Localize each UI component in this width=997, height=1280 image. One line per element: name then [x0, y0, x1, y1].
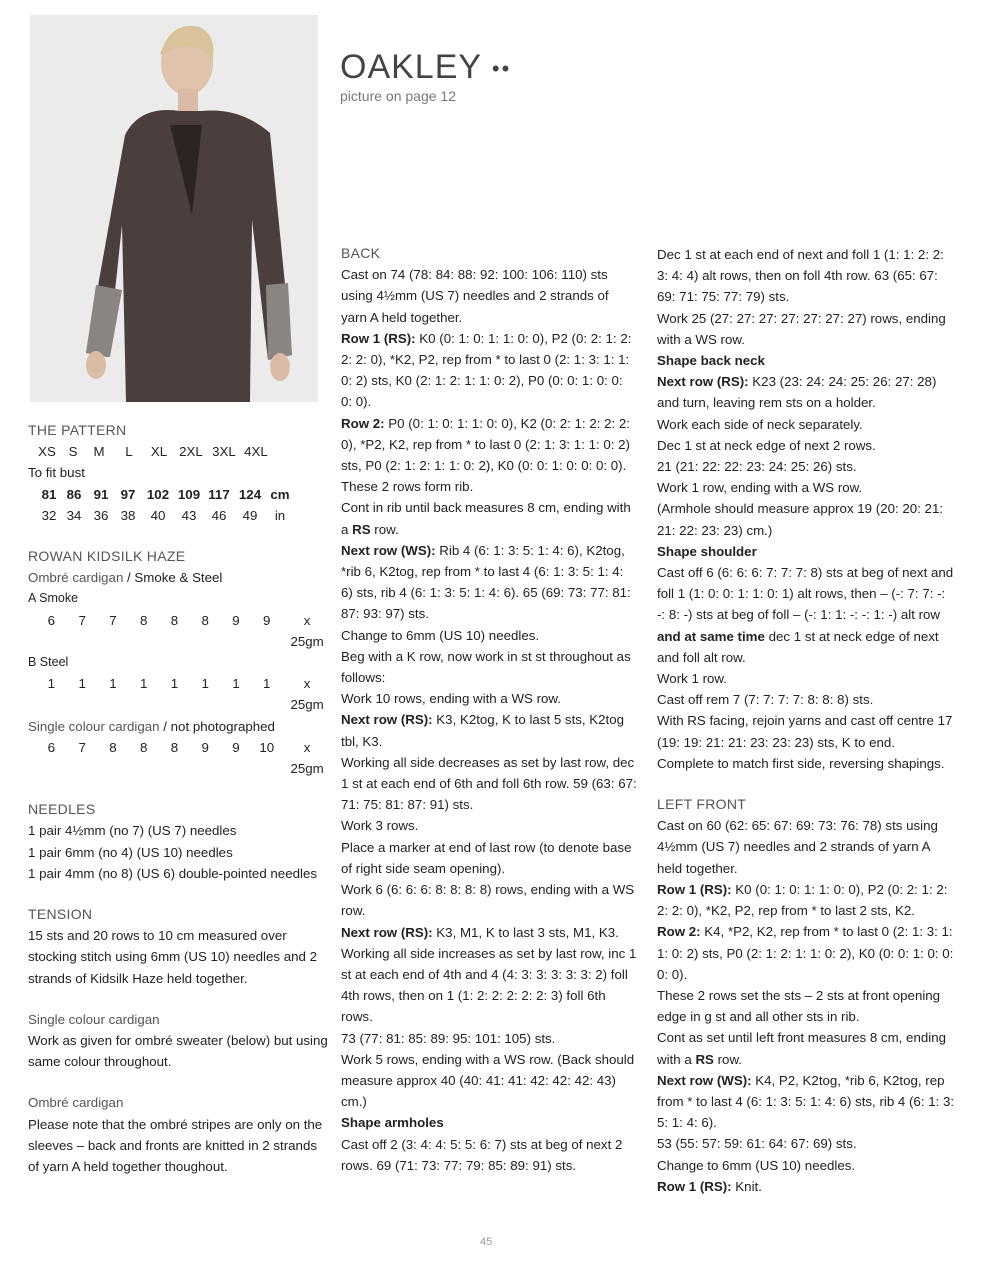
bust-cm-row	[28, 484, 328, 505]
instruction: Work 5 rows, ending with a WS row. (Back should measure approx 40 (40: 41: 41: 42: 42: 42: 43) cm.)	[341, 1051, 635, 1110]
row-text: K4, P2, K2tog, *rib 6, K2tog, rep from * to last 4 (6: 1: 3: 5: 1: 4: 6) sts, rib 4 (6: 1: 3: 5: 1: 4: 6).	[657, 1072, 955, 1131]
left-front-heading: LEFT FRONT	[657, 796, 747, 813]
instruction	[657, 562, 957, 668]
instruction: These 2 rows form rib.	[341, 479, 474, 495]
instruction: Work 3 rows.	[341, 818, 419, 834]
tension-heading: TENSION	[28, 906, 93, 923]
row-label: Next row (RS):	[341, 924, 433, 940]
unit-cm: cm	[270, 486, 290, 502]
row-text: Cont as set until left front measures 8 cm, ending with a	[657, 1030, 946, 1067]
single-cardigan-heading: Single colour cardigan	[28, 1011, 160, 1027]
bust-value: 124	[238, 486, 262, 502]
row-label: Next row (RS):	[657, 374, 749, 390]
yarn-qty: 8	[170, 612, 179, 628]
bust-value: 49	[242, 507, 258, 523]
bust-value: 109	[177, 486, 201, 502]
row-text: row.	[713, 1051, 743, 1067]
yarn-qty: 1	[201, 676, 209, 692]
instruction	[657, 1070, 957, 1134]
armholes-heading: Shape armholes	[341, 1115, 444, 1131]
garment-photo	[30, 15, 318, 402]
bust-value: 81	[41, 486, 57, 502]
yarn-qty: 7	[78, 739, 86, 755]
instruction	[341, 328, 637, 413]
instruction	[657, 1176, 957, 1197]
instruction: These 2 rows set the sts – 2 sts at front opening edge in g st and all other sts in rib.	[657, 987, 941, 1025]
yarn-a-label: A Smoke	[28, 591, 79, 606]
pattern-heading: THE PATTERN	[28, 422, 127, 438]
needle-line: 1 pair 6mm (no 4) (US 10) needles	[28, 844, 233, 860]
instruction: Working all side increases as set by last row, inc 1 st at each end of 4th and 4 (4: 3: 3: 3: 3: 3: 2) foll 4th rows, then on 1 (1: 2: 2: 2: 2: 2: 3) foll 6th rows.	[341, 945, 637, 1025]
yarn-a-values	[28, 610, 328, 652]
instruction: Work 10 rows, ending with a WS row.	[341, 691, 561, 707]
instruction: Cast off 2 (3: 4: 4: 5: 5: 6: 7) sts at beg of next 2 rows. 69 (71: 73: 77: 79: 85: 89: 91) sts.	[341, 1136, 623, 1173]
bust-value: 91	[93, 486, 109, 502]
back-neck-heading: Shape back neck	[657, 353, 765, 369]
yarn-qty: 8	[170, 739, 179, 755]
bust-value: 102	[146, 486, 170, 502]
instruction: With RS facing, rejoin yarns and cast off centre 17 (19: 19: 21: 21: 23: 23: 23) sts, K to end.	[657, 713, 953, 750]
to-fit-label: To fit bust	[28, 465, 85, 481]
instruction: Working all side decreases as set by last row, dec 1 st at each end of 6th and foll 6th row. 59 (63: 67: 71: 75: 81: 87: 91) sts.	[341, 754, 637, 813]
row-label: Row 2:	[341, 415, 385, 431]
bust-value: 36	[93, 507, 109, 523]
row-label: Next row (RS):	[341, 712, 433, 728]
model-illustration	[30, 15, 318, 402]
needles-heading: NEEDLES	[28, 801, 96, 818]
row-text: row.	[370, 521, 399, 537]
rs-label: RS	[695, 1051, 714, 1067]
instruction: Change to 6mm (US 10) needles.	[341, 627, 540, 643]
size-label: M	[93, 444, 105, 460]
size-label: XL	[150, 444, 168, 460]
instruction: Work 1 row.	[657, 671, 727, 687]
bust-in-row	[28, 505, 328, 526]
yarn-qty: 7	[109, 612, 117, 628]
row-label: Next row (WS):	[341, 542, 436, 558]
yarn-qty: 6	[47, 612, 56, 628]
single-note: / not photographed	[159, 718, 275, 734]
single-label: Single colour cardigan	[28, 718, 160, 734]
yarn-qty: 8	[201, 612, 209, 628]
yarn-qty: 1	[232, 676, 240, 692]
instruction: Dec 1 st at neck edge of next 2 rows.	[657, 437, 876, 453]
pattern-title	[340, 48, 511, 87]
instruction: Cast on 74 (78: 84: 88: 92: 100: 106: 110) sts using 4½mm (US 7) needles and 2 strands of yarn A held together.	[341, 267, 609, 325]
ombre-label: Ombré cardigan	[28, 570, 124, 586]
ombre-colour: / Smoke & Steel	[123, 570, 223, 586]
size-label: XS	[38, 444, 56, 460]
instruction: (Armhole should measure approx 19 (20: 20: 21: 21: 22: 23: 23) cm.)	[657, 501, 944, 538]
yarn-qty: 9	[201, 739, 209, 755]
row-label: Row 1 (RS):	[657, 1178, 732, 1194]
instruction: Work 25 (27: 27: 27: 27: 27: 27: 27) rows, ending with a WS row.	[657, 310, 946, 347]
instruction: 53 (55: 57: 59: 61: 64: 67: 69) sts.	[657, 1136, 857, 1152]
yarn-qty: 9	[263, 612, 271, 628]
difficulty-dots: ••	[491, 56, 512, 82]
instruction	[341, 413, 637, 477]
row-text: K0 (0: 1: 0: 1: 1: 0: 0), P2 (0: 2: 1: 2: 2: 2: 0), *K2, P2, rep from * to last 0 (2: 1: 3: 1: 1: 0: 2) sts, K0 (2: 1: 2: 1: 1: 0: 2), P0 (0: 0: 1: 0: 0: 0: 0).	[341, 330, 632, 410]
bust-value: 43	[181, 507, 197, 523]
instruction: Complete to match first side, reversing shapings.	[657, 755, 945, 771]
row-label: Next row (WS):	[657, 1072, 752, 1088]
size-label: 4XL	[244, 444, 268, 460]
instruction: Work 6 (6: 6: 6: 8: 8: 8: 8) rows, ending with a WS row.	[341, 882, 635, 919]
yarn-qty: 8	[109, 739, 117, 755]
ombre-cardigan-text: Please note that the ombré stripes are only on the sleeves – back and fronts are knitted in 2 strands of yarn A held together thoughout.	[28, 1116, 323, 1175]
instruction: Work 1 row, ending with a WS row.	[657, 480, 863, 496]
instruction: Cast off rem 7 (7: 7: 7: 7: 8: 8: 8) sts.	[657, 692, 874, 708]
row-text: Knit.	[731, 1178, 762, 1194]
yarn-unit: x 25gm	[290, 739, 324, 777]
bust-value: 86	[66, 486, 82, 502]
yarn-unit: x 25gm	[290, 676, 324, 713]
row-text: K4, *P2, K2, rep from * to last 0 (2: 1: 3: 1: 1: 0: 2) sts, P0 (2: 1: 2: 1: 1: 0: 2), K0 (0: 0: 1: 0: 0: 0: 0).	[657, 924, 954, 982]
row-text: Cont in rib until back measures 8 cm, ending with a	[341, 500, 631, 537]
row-text: K3, M1, K to last 3 sts, M1, K3.	[432, 924, 619, 940]
row-text: Cast off 6 (6: 6: 6: 7: 7: 7: 8) sts at beg of next and foll 1 (1: 0: 0: 1: 1: 0: 1) alt rows, then – (-: 7: 7: -: -: 8: -) sts at beg of foll – (-: 1: 1: -: -: 1: -) alt row	[657, 565, 954, 623]
ombre-cardigan-heading: Ombré cardigan	[28, 1095, 124, 1111]
column-right	[657, 244, 957, 1197]
instruction: 73 (77: 81: 85: 89: 95: 101: 105) sts.	[341, 1030, 556, 1046]
instruction	[657, 921, 957, 985]
row-text: K0 (0: 1: 0: 1: 1: 0: 0), P2 (0: 2: 1: 2: 2: 2: 0), *K2, P2, rep from * to last 2 sts, K2.	[657, 881, 948, 919]
row-text: K23 (23: 24: 24: 25: 26: 27: 28) and turn, leaving rem sts on a holder.	[657, 374, 937, 411]
row-label: Row 1 (RS):	[341, 330, 416, 346]
yarn-unit: x 25gm	[290, 612, 324, 649]
yarn-qty: 1	[78, 676, 86, 692]
row-text: Rib 4 (6: 1: 3: 5: 1: 4: 6), K2tog, *rib 6, K2tog, rep from * to last 4 (6: 1: 3: 5: 1: 4: 6) sts, rib 4 (6: 1: 3: 5: 1: 4: 6). 65 (69: 73: 77: 81: 87: 93: 97) sts.	[341, 542, 631, 622]
instruction: Dec 1 st at each end of next and foll 1 (1: 1: 2: 2: 3: 4: 4) alt rows, then on foll 4th row. 63 (65: 67: 69: 71: 75: 77: 79) sts.	[657, 247, 944, 305]
single-cardigan-text: Work as given for ombré sweater (below) but using same colour throughout.	[28, 1033, 328, 1070]
needle-line: 1 pair 4½mm (no 7) (US 7) needles	[28, 823, 237, 839]
instruction: Beg with a K row, now work in st st throughout as follows:	[341, 648, 631, 686]
size-row	[28, 441, 328, 462]
instruction	[341, 540, 637, 625]
yarn-b-label: B Steel	[28, 655, 69, 670]
picture-reference: picture on page 12	[340, 88, 456, 104]
instruction	[657, 1027, 957, 1069]
instruction	[657, 879, 957, 921]
row-label: Row 2:	[657, 924, 701, 940]
column-middle	[341, 243, 637, 1176]
bust-value: 34	[66, 507, 82, 523]
single-yarn-line	[28, 716, 328, 737]
emphasis: and at same time	[657, 628, 765, 644]
row-text: K3, K2tog, K to last 5 sts, K2tog tbl, K3.	[341, 712, 625, 749]
yarn-heading: ROWAN KIDSILK HAZE	[28, 548, 186, 565]
page-number: 45	[480, 1236, 493, 1248]
instruction	[657, 371, 957, 413]
bust-value: 46	[211, 507, 227, 523]
yarn-qty: 10	[259, 739, 275, 755]
instruction: Place a marker at end of last row (to denote base of right side seam opening).	[341, 839, 632, 876]
bust-value: 38	[120, 507, 136, 523]
row-label: Row 1 (RS):	[657, 881, 732, 897]
bust-value: 117	[208, 486, 230, 502]
size-label: L	[125, 444, 133, 460]
yarn-qty: 9	[232, 739, 240, 755]
size-label: 2XL	[179, 444, 203, 460]
instruction	[341, 497, 637, 539]
rs-label: RS	[352, 521, 371, 537]
yarn-qty: 7	[78, 612, 86, 628]
tension-text: 15 sts and 20 rows to 10 cm measured over stocking stitch using 6mm (US 10) needles and 2 strands of Kidsilk Haze held together.	[28, 928, 317, 986]
yarn-qty: 1	[139, 676, 148, 692]
shoulder-heading: Shape shoulder	[657, 543, 757, 559]
size-label: S	[68, 444, 78, 460]
size-label: 3XL	[212, 444, 236, 460]
instruction	[341, 709, 637, 751]
instruction: Cast on 60 (62: 65: 67: 69: 73: 76: 78) sts using 4½mm (US 7) needles and 2 strands of yarn A held together.	[657, 818, 938, 876]
back-heading: BACK	[341, 245, 381, 261]
yarn-qty: 6	[47, 739, 56, 755]
instruction: Change to 6mm (US 10) needles.	[657, 1157, 856, 1173]
yarn-qty: 1	[47, 676, 56, 692]
yarn-b-values	[28, 673, 328, 715]
instruction: 21 (21: 22: 22: 23: 24: 25: 26) sts.	[657, 459, 857, 475]
column-left	[28, 420, 328, 1177]
bust-value: 40	[150, 507, 166, 523]
instruction: Work each side of neck separately.	[657, 416, 863, 432]
unit-in: in	[274, 507, 286, 523]
yarn-qty: 8	[139, 612, 148, 628]
yarn-qty: 8	[139, 739, 148, 755]
bust-value: 32	[41, 507, 57, 523]
yarn-qty: 1	[170, 676, 179, 692]
instruction	[341, 922, 637, 943]
row-text: P0 (0: 1: 0: 1: 1: 0: 0), K2 (0: 2: 1: 2: 2: 2: 0), *P2, K2, rep from * to last 0 (2: 1: 3: 1: 1: 0: 2) sts, P0 (2: 1: 2: 1: 1: 0: 2), K0 (0: 0: 1: 0: 0: 0: 0).	[341, 415, 630, 474]
bust-value: 97	[120, 486, 136, 502]
single-values	[28, 737, 328, 779]
needle-line: 1 pair 4mm (no 8) (US 6) double-pointed needles	[28, 865, 317, 881]
row-text: dec 1 st at neck edge of next and foll alt row.	[657, 628, 939, 665]
yarn-qty: 1	[263, 676, 271, 692]
yarn-qty: 9	[232, 612, 240, 628]
ombre-yarn-line	[28, 567, 328, 588]
title-text: OAKLEY	[340, 48, 482, 86]
yarn-qty: 1	[109, 676, 117, 692]
